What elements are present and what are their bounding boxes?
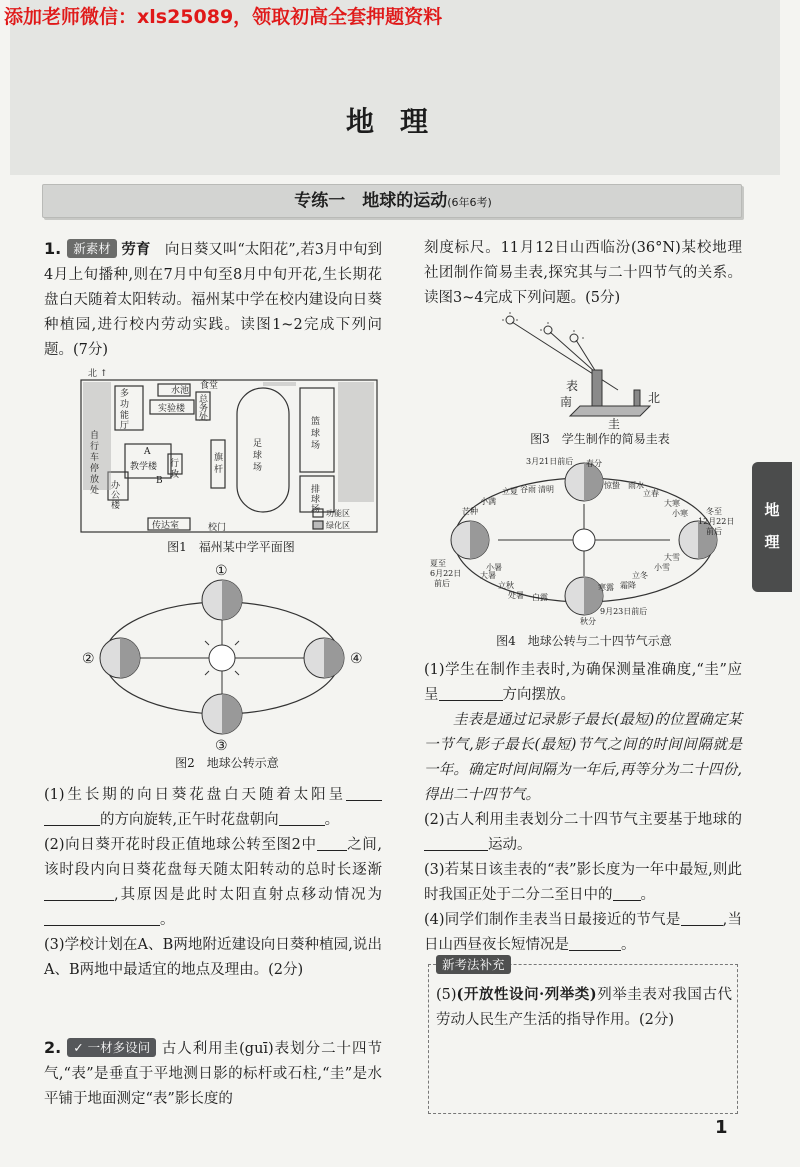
svg-text:能: 能 xyxy=(120,411,130,421)
legend-functional: 功能区 xyxy=(326,509,350,518)
svg-text:楼: 楼 xyxy=(111,501,121,511)
earth-left xyxy=(100,638,140,678)
q2-note: 圭表是通过记录影子最长(最短)的位置确定某一节气,影子最长(最短)节气之间的时间间隔就是一年。确定时间间隔为一年后,再等分为二十四份,得出二十四节气。 xyxy=(424,712,742,803)
gnomon-label-north: 北 xyxy=(648,391,661,405)
gnomon-label-south: 南 xyxy=(560,395,573,409)
label-gate: 校门 xyxy=(208,523,227,533)
position-2: ② xyxy=(82,651,95,667)
svg-text:厅: 厅 xyxy=(120,421,130,431)
q1-theme: 劳育 xyxy=(121,241,151,258)
solar-earth-summer xyxy=(451,521,489,559)
label-lab: 实验楼 xyxy=(158,404,186,414)
figure-3-gnomon xyxy=(500,312,700,447)
q1-sub2: (2)向日葵开花时段正值地球公转至图2中 之间,该时段内向日葵花盘每天随太阳转动的总时长逐渐,其原因是此时太阳直射点移动情况为。 xyxy=(44,837,383,928)
blank-1a xyxy=(346,786,382,801)
blank-1c xyxy=(279,811,325,826)
earth-right xyxy=(304,638,344,678)
blank-2c xyxy=(44,911,160,926)
term-lichun: 立春 xyxy=(643,489,659,498)
q1-intro-text: 向日葵又叫“太阳花”,若3月中旬到4月上旬播种,则在7月中旬至8月中旬开花,生长期花盘白天随着太阳转动。福州某中学在校内建设向日葵种植园,进行校内劳动实践。读图1~2完成下列问题。(7分) xyxy=(44,242,383,358)
term-qingming: 清明 xyxy=(538,485,554,494)
svg-text:篮: 篮 xyxy=(311,417,321,427)
legend-green: 绿化区 xyxy=(326,521,350,530)
svg-text:场: 场 xyxy=(311,441,321,451)
figure-2-caption: 图2 地球公转示意 xyxy=(175,756,279,770)
svg-text:足: 足 xyxy=(253,439,263,449)
q2-sub3: (3)若某日该圭表的“表”影长度为一年中最短,则此时我国正处于二分二至日中的 。 xyxy=(424,862,742,903)
blank-q2-4b xyxy=(569,936,621,951)
svg-text:公: 公 xyxy=(111,491,121,501)
svg-text:冬至: 冬至 xyxy=(706,507,722,516)
q2-sub4: (4)同学们制作圭表当日最接近的节气是 ,当日山西昼夜长短情况是 。 xyxy=(424,912,742,953)
svg-text:政: 政 xyxy=(170,470,180,480)
blank-q2-3 xyxy=(613,886,641,901)
term-yushui: 雨水 xyxy=(628,481,644,490)
svg-text:前后: 前后 xyxy=(706,527,722,536)
figure-4-solar-terms xyxy=(428,452,740,652)
term-shuangjiang: 霜降 xyxy=(620,581,636,590)
blank-q2-2 xyxy=(424,836,488,851)
orbit-svg xyxy=(72,562,382,752)
q2-subquestions xyxy=(424,658,742,958)
multi-question-tag: ✓ 一材多设问 xyxy=(67,1038,156,1057)
svg-text:夏至: 夏至 xyxy=(430,559,446,568)
svg-text:杆: 杆 xyxy=(214,465,224,475)
blank-1b xyxy=(44,811,100,826)
gnomon-label-biao: 表 xyxy=(566,379,579,393)
svg-text:12月22日: 12月22日 xyxy=(698,517,735,526)
term-xiaoshu: 小暑 xyxy=(486,563,502,572)
page-title: 地理 xyxy=(345,105,454,138)
section-subtitle: (6年6考) xyxy=(447,196,492,209)
term-jingzhe: 惊蛰 xyxy=(604,481,620,490)
svg-text:放: 放 xyxy=(90,475,100,485)
football-field xyxy=(237,388,289,512)
blank-q2-4a xyxy=(681,911,723,926)
term-lidong: 立冬 xyxy=(632,571,648,580)
subject-side-tab: 地 理 xyxy=(752,462,792,592)
q2-sub1: (1)学生在制作圭表时,为确保测量准确度,“圭”应呈 方向摆放。 xyxy=(424,662,742,703)
blank-2b xyxy=(44,886,114,901)
gnomon-sun-rays xyxy=(502,312,584,338)
figure-1-school-map xyxy=(78,366,384,556)
term-dashu: 大暑 xyxy=(480,571,496,580)
svg-text:处: 处 xyxy=(90,486,100,496)
term-liqiu: 立秋 xyxy=(498,581,514,590)
open-question-tag: (开放性设问·列举类) xyxy=(456,986,597,1003)
svg-text:总: 总 xyxy=(199,395,209,405)
svg-text:功: 功 xyxy=(120,400,130,410)
term-xiaohan: 小寒 xyxy=(672,509,688,518)
q1-number: 1. xyxy=(44,239,62,258)
q2-intro-left: 2. ✓ 一材多设问 古人利用圭(guī)表划分二十四节气,“表”是垂直于平地测日影的标杆或石柱,“圭”是水平铺于地面测定“表”影长度的 xyxy=(44,1038,383,1107)
q2-intro-right: 刻度标尺。11月12日山西临汾(36°N)某校地理社团制作简易圭表,探究其与二十四节气的关系。读图3~4完成下列问题。(5分) xyxy=(424,240,742,306)
position-1: ① xyxy=(215,563,228,579)
flagpole-area xyxy=(211,440,225,488)
label-b: B xyxy=(156,476,163,486)
svg-text:处: 处 xyxy=(199,413,209,423)
term-chunfen: 春分 xyxy=(586,459,602,468)
term-lixia: 立夏 xyxy=(502,487,518,496)
term-daxue: 大雪 xyxy=(664,553,680,562)
term-xiaoman: 小满 xyxy=(480,497,496,506)
term-mangzhong: 芒种 xyxy=(462,507,478,516)
q1-intro xyxy=(44,236,382,363)
blank-q2-1 xyxy=(439,686,503,701)
q1-subquestions xyxy=(44,783,382,983)
term-guyu: 谷雨 xyxy=(520,485,536,494)
supplement-tag: 新考法补充 xyxy=(436,955,511,974)
label-canteen: 食堂 xyxy=(200,381,219,391)
svg-text:6月22日: 6月22日 xyxy=(430,569,462,578)
label-gatehouse: 传达室 xyxy=(152,521,180,531)
page-number: 1 xyxy=(715,1117,728,1138)
term-bailu: 白露 xyxy=(532,593,548,602)
blank-2a xyxy=(317,836,347,851)
svg-text:停: 停 xyxy=(90,464,100,474)
term-xiaoxue: 小雪 xyxy=(654,563,670,572)
svg-text:排: 排 xyxy=(311,485,321,495)
term-hanlu: 寒露 xyxy=(598,583,614,592)
svg-text:前后: 前后 xyxy=(434,579,450,588)
svg-text:旗: 旗 xyxy=(214,453,224,463)
section-title: 专练一 地球的运动(6年6考) xyxy=(294,191,492,211)
svg-text:球: 球 xyxy=(311,495,321,505)
svg-text:办: 办 xyxy=(111,481,121,491)
svg-text:自: 自 xyxy=(90,431,100,441)
solar-earth-spring xyxy=(565,463,603,501)
svg-text:场: 场 xyxy=(311,505,321,515)
term-chushu: 处暑 xyxy=(508,591,524,600)
gnomon-svg xyxy=(500,312,700,432)
label-pool: 水池 xyxy=(171,386,190,396)
position-4: ④ xyxy=(350,651,363,667)
figure-2-orbit xyxy=(72,562,382,772)
svg-text:行: 行 xyxy=(170,459,180,469)
date-spring: 3月21日前后 xyxy=(526,457,574,466)
svg-text:球: 球 xyxy=(311,429,321,439)
gnomon-label-gui: 圭 xyxy=(608,417,621,431)
label-teaching: 教学楼 xyxy=(130,462,158,472)
q1-sub3: (3)学校计划在A、B两地附近建设向日葵种植园,说出A、B两地中最适宜的地点及理由。(2分) xyxy=(44,937,382,978)
q2-sub2: (2)古人利用圭表划分二十四节气主要基于地球的运动。 xyxy=(424,812,742,853)
position-3: ③ xyxy=(215,738,228,752)
earth-top xyxy=(202,580,242,620)
q1-sub1: (1)生长期的向日葵花盘白天随着太阳呈的方向旋转,正午时花盘朝向 。 xyxy=(44,783,382,833)
svg-text:行: 行 xyxy=(90,442,100,452)
term-dahan: 大寒 xyxy=(664,499,680,508)
solar-terms-svg xyxy=(428,452,740,632)
svg-text:多: 多 xyxy=(120,389,130,399)
watermark: 添加老师微信：xls25089，领取初高全套押题资料 xyxy=(4,6,443,28)
term-qiufen: 秋分 xyxy=(580,617,596,626)
svg-text:车: 车 xyxy=(90,453,100,463)
svg-text:务: 务 xyxy=(199,404,209,414)
svg-text:球: 球 xyxy=(253,451,263,461)
q2-number: 2. xyxy=(44,1038,62,1057)
earth-bottom xyxy=(202,694,242,734)
legend-green-box xyxy=(313,521,323,529)
north-label: 北 xyxy=(88,369,98,379)
svg-text:↑: ↑ xyxy=(100,369,108,379)
section-bar xyxy=(42,184,742,218)
figure-4-caption: 图4 地球公转与二十四节气示意 xyxy=(496,634,672,648)
new-material-tag: 新素材 xyxy=(67,239,117,258)
figure-1-caption: 图1 福州某中学平面图 xyxy=(167,540,295,554)
figure-3-caption: 图3 学生制作的简易圭表 xyxy=(530,432,670,446)
q2-sub5: (5)(开放性设问·列举类)列举圭表对我国古代劳动人民生产生活的指导作用。(2分) xyxy=(436,986,732,1028)
gnomon-body xyxy=(570,370,650,416)
date-autumn: 9月23日前后 xyxy=(600,607,648,616)
svg-text:场: 场 xyxy=(253,463,263,473)
school-map-svg xyxy=(78,366,384,556)
label-a: A xyxy=(144,447,151,457)
